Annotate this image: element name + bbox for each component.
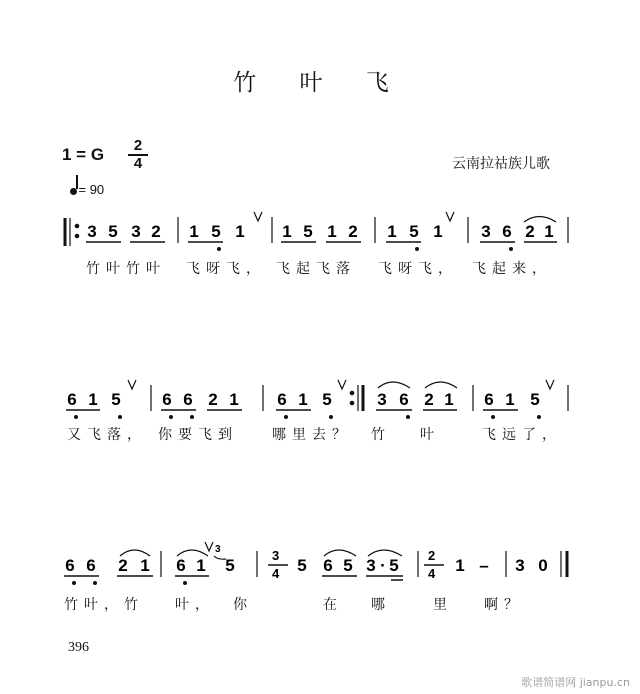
note-digit: 3 — [377, 390, 387, 409]
note-digit: 2 — [208, 390, 218, 409]
grace-note: 3 — [215, 544, 221, 555]
note-digit: 5 — [409, 222, 419, 241]
lyric-text: 又飞落， — [67, 427, 147, 443]
time-change-2-top: 2 — [428, 548, 436, 563]
time-change-1-bottom: 4 — [272, 566, 280, 581]
lyric-text: 竹 — [371, 427, 391, 443]
lyric-text: 飞起飞落 — [276, 261, 356, 277]
note-digit: 3 — [481, 222, 491, 241]
note-digit: 1 — [196, 556, 206, 575]
note-digit: 6 — [484, 390, 494, 409]
lyric-text: 叶 — [420, 427, 440, 443]
lyric-text: 你要飞到 — [158, 427, 238, 443]
time-change-1-top: 3 — [272, 548, 280, 563]
note-digit: 1 — [298, 390, 308, 409]
note-digit: 1 — [189, 222, 199, 241]
note-digit: 1 — [544, 222, 554, 241]
lyric-text: 飞呀飞， — [186, 261, 266, 277]
note-digit: 1 — [229, 390, 239, 409]
note-digit: 1 — [387, 222, 397, 241]
song-title: 竹 叶 飞 — [233, 70, 407, 96]
note-digit: 6 — [86, 556, 96, 575]
note-digit: 6 — [176, 556, 186, 575]
note-digit: 2 — [151, 222, 161, 241]
note-digit: 1 — [235, 222, 245, 241]
note-digit: 2 — [348, 222, 358, 241]
time-signature-bottom: 4 — [133, 155, 143, 172]
note-digit: 1 — [444, 390, 454, 409]
note-digit: 1 — [505, 390, 515, 409]
note-digit: 5 — [211, 222, 221, 241]
lyric-text: 叶， — [175, 597, 215, 613]
note-digit: 6 — [65, 556, 75, 575]
lyric-text: 里 — [433, 597, 453, 613]
note-digit: 6 — [67, 390, 77, 409]
lyric-text: 在 — [323, 597, 343, 613]
note-digit: 5 — [303, 222, 313, 241]
note-digit: 5 — [225, 556, 235, 575]
lyric-text: 飞远了， — [482, 427, 562, 443]
note-digit: 6 — [323, 556, 333, 575]
note-digit: 3 — [515, 556, 525, 575]
note-digit: 5 — [108, 222, 118, 241]
note-digit: 6 — [277, 390, 287, 409]
note-digit: 6 — [183, 390, 193, 409]
note-digit: 2 — [525, 222, 535, 241]
lyric-text: 竹叶，竹 — [64, 597, 144, 613]
note-digit: 1 — [433, 222, 443, 241]
note-digit: 3 — [87, 222, 97, 241]
note-digit: 1 — [140, 556, 150, 575]
lyric-text: 啊？ — [484, 597, 524, 613]
note-digit: – — [479, 556, 489, 575]
note-digit: 5 — [530, 390, 540, 409]
note-digit: · — [380, 556, 386, 575]
key-signature: 1 = G — [62, 145, 105, 164]
lyric-text: 哪 — [371, 597, 391, 613]
note-digit: 1 — [88, 390, 98, 409]
song-origin: 云南拉祜族儿歌 — [452, 156, 550, 172]
note-digit: 6 — [162, 390, 172, 409]
note-digit: 5 — [297, 556, 307, 575]
note-digit: 6 — [399, 390, 409, 409]
note-digit: 6 — [502, 222, 512, 241]
time-signature-top: 2 — [133, 137, 143, 154]
lyric-text: 飞起来， — [472, 261, 552, 277]
lyric-text: 你 — [233, 597, 253, 613]
note-digit: 3 — [366, 556, 376, 575]
note-digit: 2 — [118, 556, 128, 575]
note-digit: 3 — [131, 222, 141, 241]
note-digit: 5 — [322, 390, 332, 409]
time-change-2-bottom: 4 — [428, 566, 436, 581]
tempo-value: = 90 — [78, 182, 105, 197]
watermark: 歌谱简谱网 jianpu.cn — [521, 676, 630, 689]
lyric-text: 飞呀飞， — [378, 261, 458, 277]
note-digit: 5 — [343, 556, 353, 575]
note-digit: 1 — [282, 222, 292, 241]
page-number: 396 — [68, 640, 89, 655]
lyric-text: 竹叶竹叶 — [86, 261, 166, 277]
note-digit: 5 — [389, 556, 399, 575]
note-digit: 1 — [327, 222, 337, 241]
note-digit: 2 — [424, 390, 434, 409]
lyric-text: 哪里去？ — [272, 427, 352, 443]
note-digit: 5 — [111, 390, 121, 409]
note-digit: 0 — [538, 556, 548, 575]
note-digit: 1 — [455, 556, 465, 575]
